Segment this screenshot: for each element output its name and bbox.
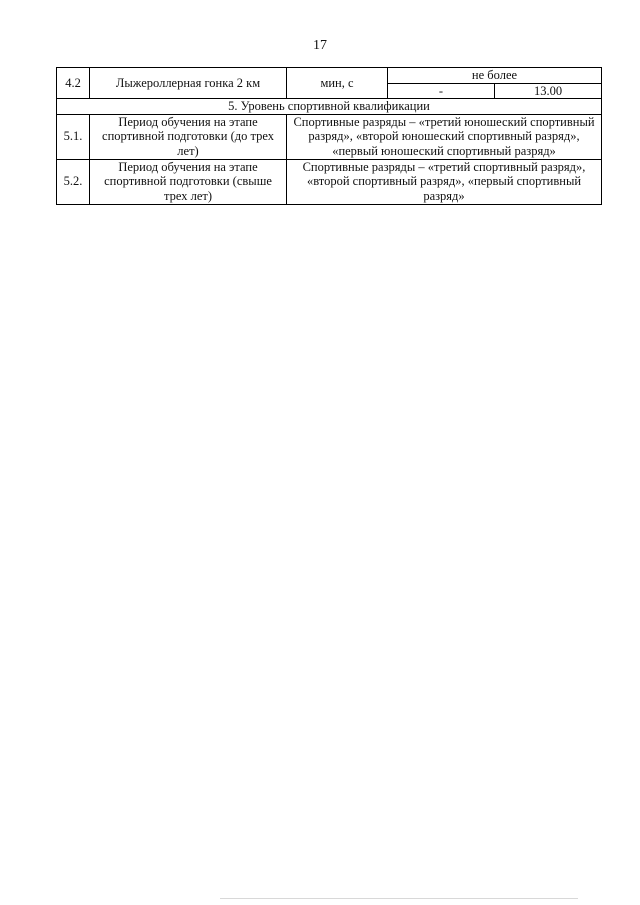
period-name: Период обучения на этапе спортивной подготовки (до трех лет)	[90, 114, 287, 159]
scan-edge-line	[220, 898, 578, 899]
value-boys: -	[388, 83, 495, 99]
section-row	[57, 99, 602, 115]
page-number: 17	[313, 38, 327, 53]
row-number: 5.1.	[57, 114, 90, 159]
qualification-requirement: Спортивные разряды – «третий спортивный разряд», «второй спортивный разряд», «первый спортивный разряд»	[287, 159, 602, 204]
row-number: 4.2	[57, 68, 90, 99]
limit-header: не более	[388, 68, 602, 84]
exercise-name: Лыжероллерная гонка 2 км	[90, 68, 287, 99]
value-girls: 13.00	[495, 83, 602, 99]
table-row	[57, 159, 602, 204]
unit-cell: мин, с	[287, 68, 388, 99]
table-row	[57, 114, 602, 159]
period-name: Период обучения на этапе спортивной подготовки (свыше трех лет)	[90, 159, 287, 204]
row-number: 5.2.	[57, 159, 90, 204]
section-title: 5. Уровень спортивной квалификации	[57, 99, 602, 115]
table-row	[57, 68, 602, 84]
qualification-requirement: Спортивные разряды – «третий юношеский спортивный разряд», «второй юношеский спортивный разряд», «первый юношеский спортивный разряд»	[287, 114, 602, 159]
standards-table	[56, 67, 602, 205]
